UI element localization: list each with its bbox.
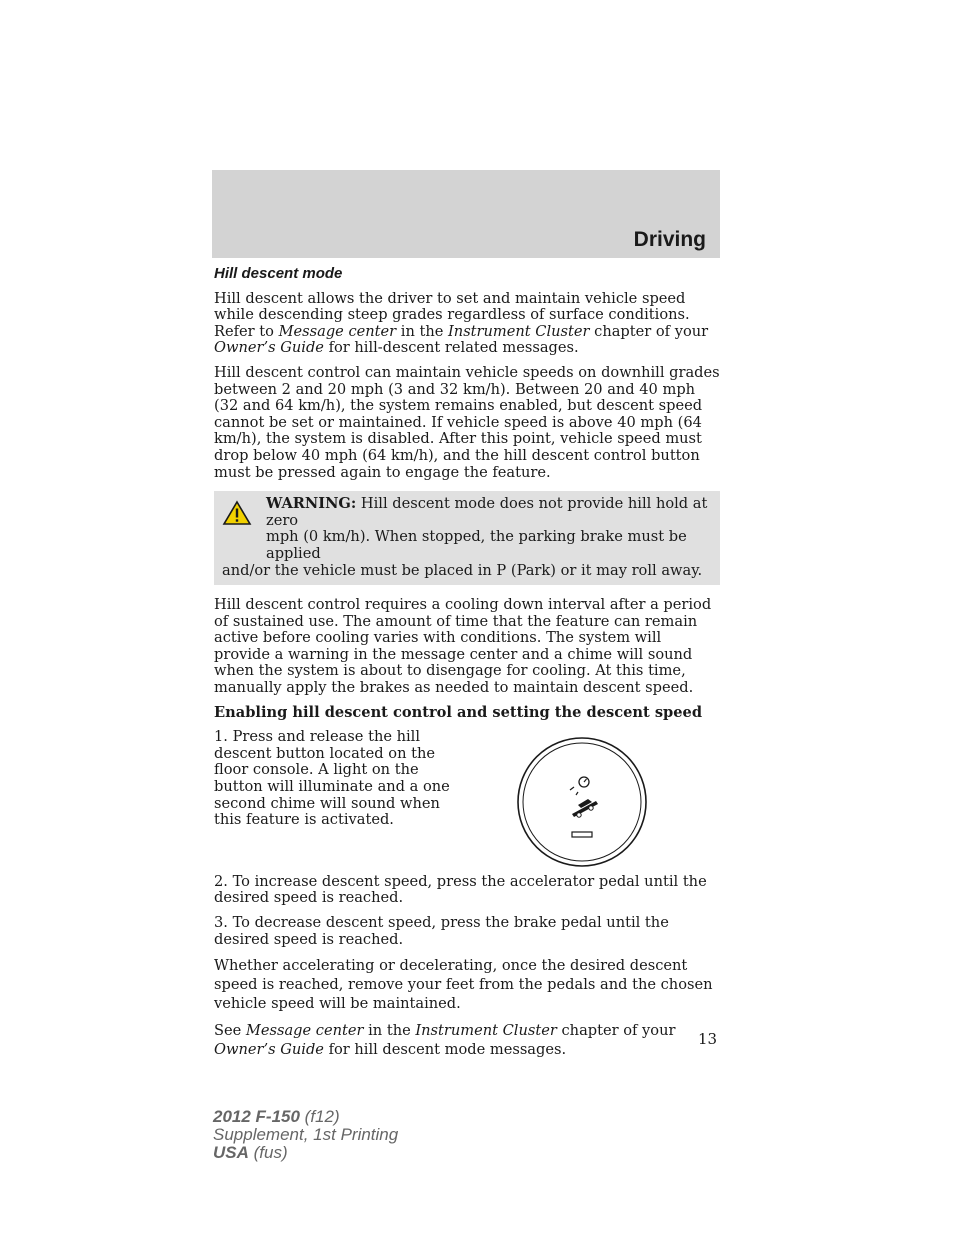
message-center-ref: Message center (245, 1022, 364, 1040)
warning-line-2: mph (0 km/h). When stopped, the parking brake must be applied (266, 528, 687, 562)
page-content (214, 262, 720, 1067)
warning-line-3: and/or the vehicle must be placed in P (Park) or it may roll away. (222, 561, 703, 579)
page-number: 13 (698, 1030, 718, 1048)
footer-printing: Supplement, 1st Printing (213, 1125, 399, 1144)
header-band (212, 170, 720, 258)
text-run: in the (363, 1022, 416, 1040)
maintain-paragraph: Whether accelerating or decelerating, once the desired descent speed is reached, remove your feet from the pedals and the chosen vehicle speed will be maintained. (214, 957, 713, 1013)
step-2: 2. To increase descent speed, press the accelerator pedal until the desired speed is reached. (214, 872, 707, 907)
footer-market-code: (fus) (248, 1143, 288, 1162)
warning-box (214, 491, 720, 585)
print-footer (213, 1108, 398, 1162)
owners-guide-ref: Owner’s Guide (214, 339, 324, 357)
footer-code: (f12) (299, 1107, 340, 1126)
warning-label: WARNING: (266, 495, 357, 513)
intro-paragraph (214, 291, 720, 357)
text-run: See (214, 1022, 246, 1040)
text-run: for hill-descent related messages. (323, 339, 579, 357)
instrument-cluster-ref: Instrument Cluster (415, 1022, 557, 1040)
message-center-ref: Message center (278, 322, 397, 340)
section-title: Driving (633, 228, 706, 251)
owners-guide-ref: Owner’s Guide (214, 1041, 324, 1059)
hill-descent-heading: Hill descent mode (214, 265, 343, 282)
footer-market: USA (213, 1143, 249, 1162)
text-run: chapter of your (589, 322, 709, 340)
warning-triangle-icon (222, 500, 266, 531)
enabling-heading: Enabling hill descent control and setting the descent speed (214, 703, 703, 721)
footer-model: 2012 F-150 (213, 1107, 300, 1126)
step-1: 1. Press and release the hill descent button located on the floor console. A light on the button will illuminate and a one second chime will sound when this feature is activated. (214, 728, 450, 829)
hill-descent-button-icon (512, 735, 652, 874)
see-also-paragraph (214, 1021, 720, 1059)
cooling-paragraph: Hill descent control requires a cooling down interval after a period of sustained use. The amount of time that the feature can remain active before cooling varies with conditions. The system will provide a warning in the message center and a chime will sound when the system is about to disengage for cooling. At this time, manually apply the brakes as needed to maintain descent speed. (214, 596, 712, 697)
text-run: chapter of your (556, 1022, 676, 1040)
instrument-cluster-ref: Instrument Cluster (448, 322, 590, 340)
text-run: for hill descent mode messages. (323, 1041, 567, 1059)
speed-paragraph: Hill descent control can maintain vehicle speeds on downhill grades between 2 and 20 mph (3 and 32 km/h). Between 20 and 40 mph (32 and 64 km/h), the system remains enabled, but descent speed cannot be set or maintained. If vehicle speed is above 40 mph (64 km/h), the system is disabled. After this point, vehicle speed must drop below 40 mph (64 km/h), and the hill descent control button must be pressed again to engage the feature. (214, 363, 720, 481)
step-3: 3. To decrease descent speed, press the brake pedal until the desired speed is reached. (214, 914, 669, 948)
warning-line-1: Hill descent mode does not provide hill hold at zero (266, 495, 708, 529)
text-run: in the (396, 322, 449, 340)
text-run: Hill descent allows the driver to set and maintain vehicle speed while descending steep grades regardless of surface conditions. Refer to (214, 289, 690, 340)
step-1-row (214, 729, 720, 874)
